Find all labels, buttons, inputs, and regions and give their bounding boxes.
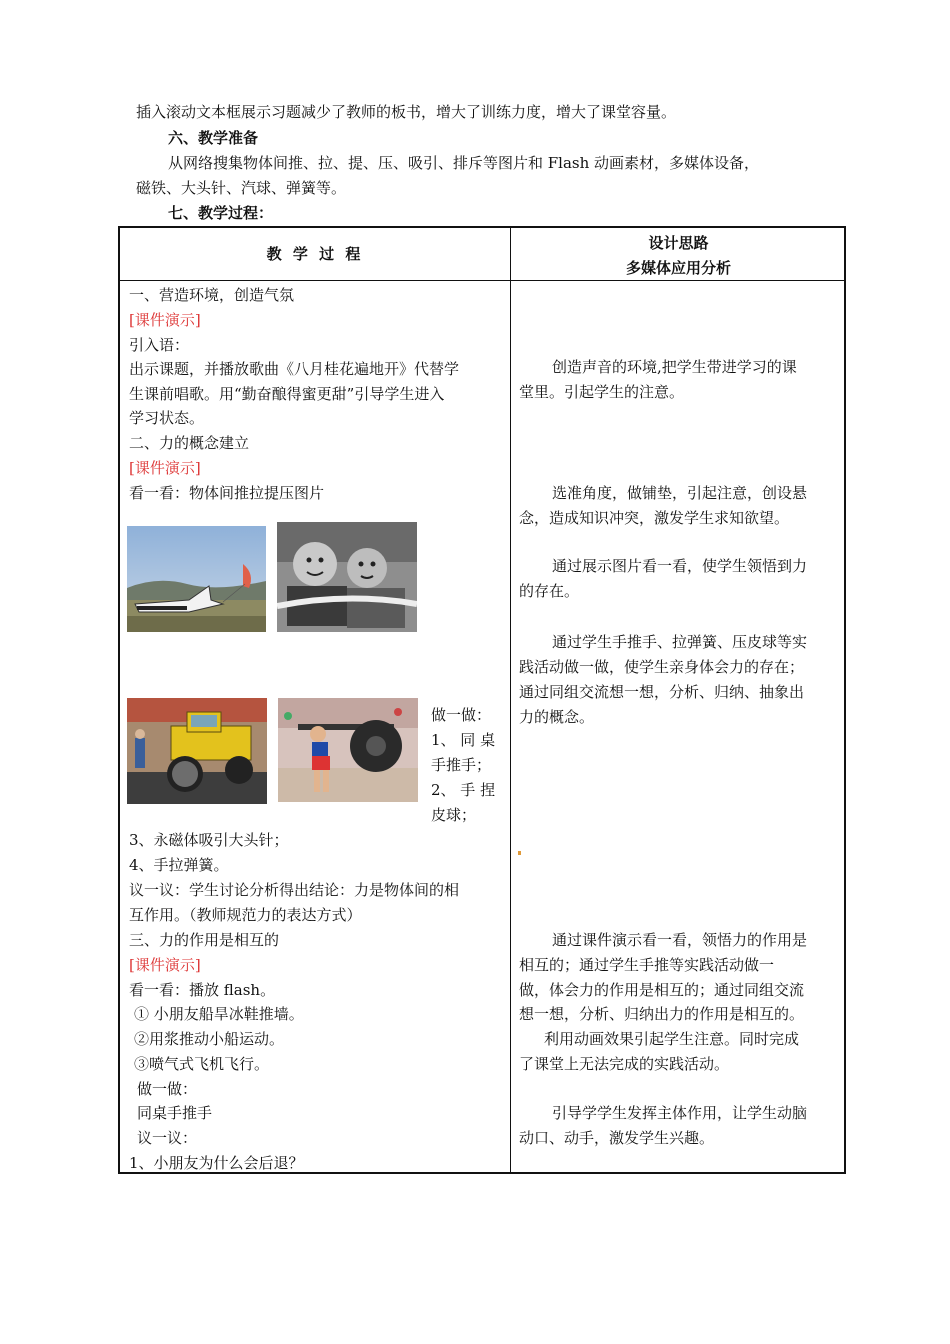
section6-heading: 六、教学准备: [168, 129, 259, 147]
intro-line: 插入滚动文本框展示习题减少了教师的板书，增大了训练力度，增大了课堂容量。: [136, 103, 677, 121]
left-line: 生课前唱歌。用“勤奋酿得蜜更甜”引导学生进入: [129, 385, 445, 403]
space-shuttle-photo: [127, 526, 266, 632]
left-line: 引入语：: [129, 336, 190, 354]
section6-line2: 磁铁、大头针、汽球、弹簧等。: [136, 179, 347, 197]
courseware-demo-label: [课件演示]: [129, 459, 201, 477]
right-line: 通过课件演示看一看，领悟力的作用是: [552, 931, 808, 949]
right-line: 念，造成知识冲突，激发学生求知欲望。: [519, 509, 790, 527]
left-side-line: 皮球；: [431, 806, 477, 824]
right-line: 通过展示图片看一看，使学生领悟到力: [552, 557, 808, 575]
right-line: 利用动画效果引起学生注意。同时完成: [544, 1030, 800, 1048]
right-line: 了课堂上无法完成的实践活动。: [519, 1055, 730, 1073]
left-line: 做一做：: [137, 1080, 198, 1098]
left-side-line: 手推手；: [431, 756, 492, 774]
left-side-line: 做一做：: [431, 706, 492, 724]
left-side-line: 2、 手 捏: [431, 781, 496, 799]
right-line: 通过同组交流想一想，分析、归纳、抽象出: [519, 683, 805, 701]
left-line: 议一议：: [137, 1129, 198, 1147]
left-line: 3、永磁体吸引大头针；: [129, 831, 289, 849]
weightlifter-photo: [278, 698, 418, 802]
right-line: 践活动做一做，使学生亲身体会力的存在；: [519, 658, 805, 676]
right-line: 动口、动手，激发学生兴趣。: [519, 1129, 715, 1147]
right-line: 做，体会力的作用是相互的；通过同组交流: [519, 981, 805, 999]
left-line: ③喷气式飞机飞行。: [134, 1055, 270, 1073]
section7-heading: 七、教学过程：: [168, 204, 274, 222]
section6-line1: 从网络搜集物体间推、拉、提、压、吸引、排斥等图片和 Flash 动画素材，多媒体设备，: [168, 154, 760, 172]
left-line: 三、力的作用是相互的: [129, 931, 280, 949]
col2-header-line2: 多媒体应用分析: [625, 259, 731, 277]
right-line: 引导学学生发挥主体作用，让学生动脑: [552, 1104, 808, 1122]
left-line: 出示课题，并播放歌曲《八月桂花遍地开》代替学: [129, 360, 460, 378]
left-line: 二、力的概念建立: [129, 434, 250, 452]
left-line: 互作用。（教师规范力的表达方式）: [129, 906, 362, 924]
left-line: 4、手拉弹簧。: [129, 856, 229, 874]
right-line: 相互的；通过学生手推等实践活动做一: [519, 956, 775, 974]
road-roller-photo: [127, 698, 267, 804]
col1-header: 教 学 过 程: [266, 245, 364, 263]
right-line: 想一想，分析、归纳出力的作用是相互的。: [519, 1005, 805, 1023]
left-line: 同桌手推手: [137, 1104, 213, 1122]
courseware-demo-label: [课件演示]: [129, 311, 201, 329]
left-side-line: 1、 同 桌: [431, 731, 496, 749]
table-column-divider: [510, 228, 511, 1172]
col2-header-line1: 设计思路: [648, 234, 709, 252]
left-line: 1、小朋友为什么会后退？: [129, 1154, 304, 1172]
tug-of-war-photo: [277, 522, 417, 632]
right-line: 创造声音的环境,把学生带进学习的课: [552, 358, 797, 376]
courseware-demo-label: [课件演示]: [129, 956, 201, 974]
teaching-process-table: [118, 226, 846, 1174]
left-line: ②用浆推动小船运动。: [134, 1030, 285, 1048]
left-line: 看一看：物体间推拉提压图片: [129, 484, 325, 502]
left-line: 议一议：学生讨论分析得出结论：力是物体间的相: [129, 881, 460, 899]
left-line: ① 小朋友船旱冰鞋推墙。: [134, 1005, 304, 1023]
left-line: 看一看：播放 flash。: [129, 981, 276, 999]
left-line: 一、营造环境，创造气氛: [129, 286, 295, 304]
right-line: 力的概念。: [519, 708, 595, 726]
left-line: 学习状态。: [129, 409, 205, 427]
small-marker-dot: [518, 851, 521, 855]
right-line: 通过学生手推手、拉弹簧、压皮球等实: [552, 633, 808, 651]
right-line: 堂里。引起学生的注意。: [519, 383, 685, 401]
right-line: 选准角度，做铺垫，引起注意，创设悬: [552, 484, 808, 502]
right-line: 的存在。: [519, 582, 580, 600]
